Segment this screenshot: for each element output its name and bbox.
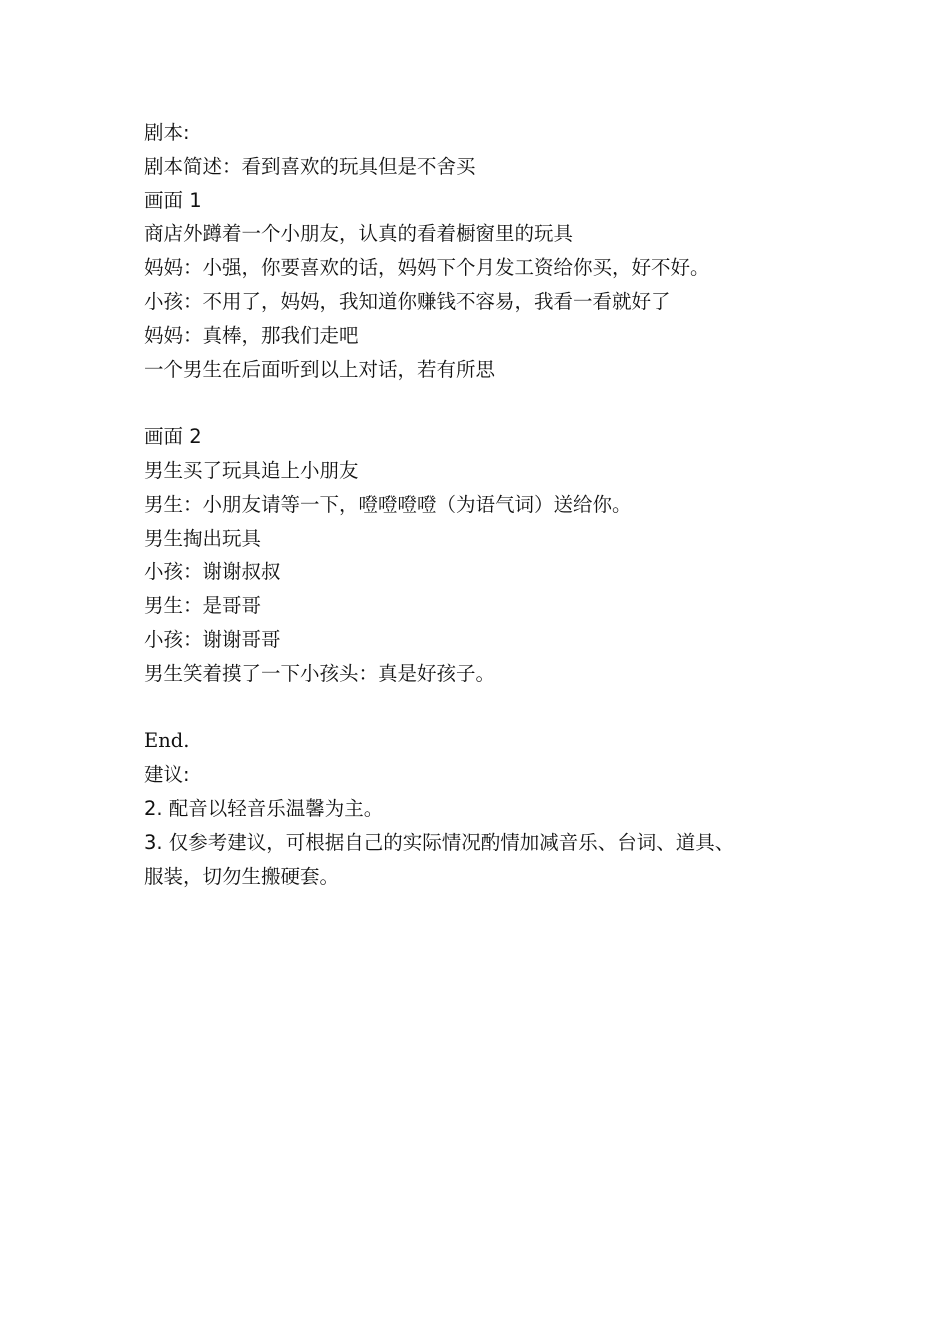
script-summary: 剧本简述：看到喜欢的玩具但是不舍买	[144, 154, 476, 178]
scene-1-line: 一个男生在后面听到以上对话，若有所思	[144, 357, 496, 381]
script-heading: 剧本:	[144, 121, 190, 144]
scene-2-title: 画面 2	[144, 425, 202, 449]
scene-2-line: 小孩：谢谢哥哥	[144, 627, 281, 651]
blank-line	[144, 691, 744, 725]
scene-1-title: 画面 1	[144, 188, 202, 212]
scene-1-line: 妈妈：小强，你要喜欢的话，妈妈下个月发工资给你买，好不好。	[144, 256, 710, 280]
scene-2-line: 男生：小朋友请等一下，噔噔噔噔（为语气词）送给你。	[144, 492, 632, 516]
scene-2-line: 男生买了玩具追上小朋友	[144, 458, 359, 482]
suggestion-item: 2. 配音以轻音乐温馨为主。	[144, 796, 384, 820]
document-body	[144, 116, 744, 893]
end-marker: End.	[144, 729, 190, 753]
scene-1-line: 妈妈：真棒，那我们走吧	[144, 323, 359, 347]
scene-2-line: 男生笑着摸了一下小孩头：真是好孩子。	[144, 661, 496, 685]
scene-1-line: 小孩：不用了，妈妈，我知道你赚钱不容易，我看一看就好了	[144, 289, 671, 313]
blank-line	[144, 386, 744, 420]
scene-2-line: 男生：是哥哥	[144, 594, 262, 618]
scene-1-line: 商店外蹲着一个小朋友，认真的看着橱窗里的玩具	[144, 222, 574, 246]
suggestions-title: 建议:	[144, 763, 190, 787]
scene-2-line: 男生掏出玩具	[144, 526, 262, 550]
scene-2-line: 小孩：谢谢叔叔	[144, 560, 281, 584]
suggestion-item: 3. 仅参考建议，可根据自己的实际情况酌情加减音乐、台词、道具、服装，切勿生搬硬套。	[144, 830, 735, 888]
